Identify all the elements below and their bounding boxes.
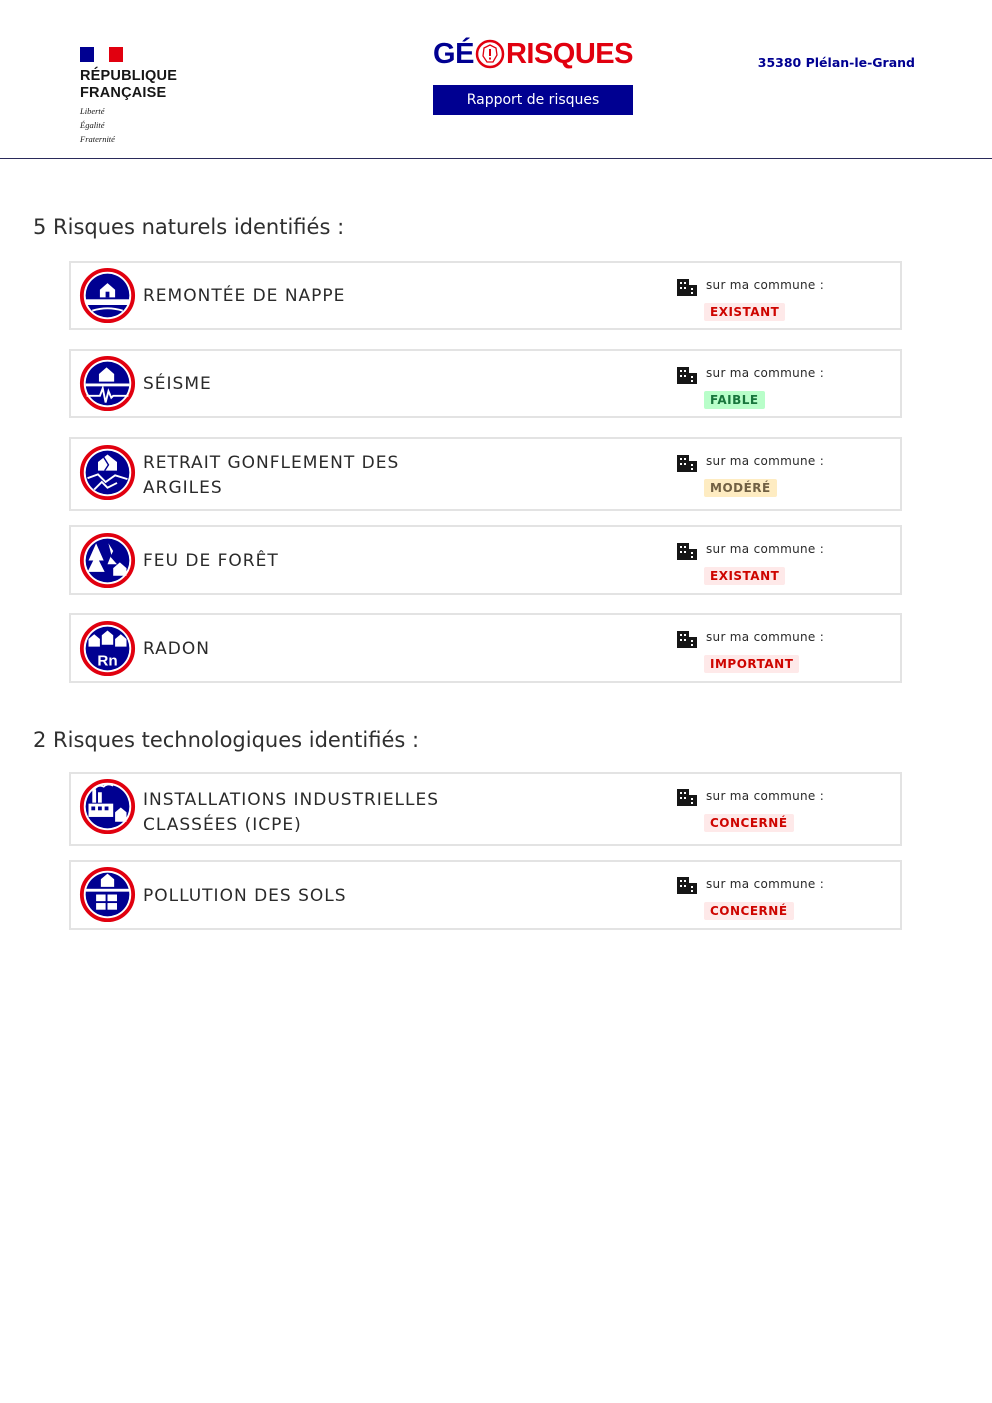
scope-label: sur ma commune : (706, 877, 825, 891)
risk-card-groundwater[interactable] (69, 261, 902, 330)
building-icon (676, 454, 698, 473)
motto-liberte: Liberté (80, 106, 105, 116)
scope-label: sur ma commune : (706, 542, 825, 556)
earthquake-icon (79, 355, 136, 412)
georisques-logo (433, 36, 633, 72)
status-badge: EXISTANT (704, 303, 785, 321)
soil-pollution-icon (79, 866, 136, 923)
commune-label: 35380 Plélan-le-Grand (757, 55, 915, 70)
motto-fraternite: Fraternité (80, 134, 115, 144)
radon-icon (79, 620, 136, 677)
page-header (0, 0, 992, 159)
risk-name: FEU DE FORÊT (143, 551, 279, 571)
risk-name-line1: INSTALLATIONS INDUSTRIELLES (143, 790, 440, 810)
status-badge: EXISTANT (704, 567, 785, 585)
building-icon (676, 542, 698, 561)
risk-name: REMONTÉE DE NAPPE (143, 286, 346, 306)
brand-right: RISQUES (505, 37, 633, 70)
industrial-installation-icon (79, 778, 136, 835)
building-icon (676, 630, 698, 649)
risk-name: SÉISME (143, 374, 212, 394)
french-flag-icon (80, 47, 123, 62)
natural-risks-title: 5 Risques naturels identifiés : (33, 215, 345, 239)
status-badge: MODÉRÉ (704, 479, 777, 497)
scope-label: sur ma commune : (706, 789, 825, 803)
risk-name: POLLUTION DES SOLS (143, 886, 347, 906)
clay-shrink-swell-icon (79, 444, 136, 501)
status-badge: CONCERNÉ (704, 902, 794, 920)
risk-card-soil-pollution[interactable] (69, 860, 902, 930)
status-badge: FAIBLE (704, 391, 765, 409)
tech-risks-title: 2 Risques technologiques identifiés : (33, 728, 420, 752)
risk-name-line2: CLASSÉES (ICPE) (143, 815, 302, 835)
motto-egalite: Égalité (80, 120, 105, 130)
brand-left: GÉ (433, 37, 474, 70)
risk-card-clay[interactable] (69, 437, 902, 511)
republic-line1: RÉPUBLIQUE (80, 68, 178, 84)
report-title-banner: Rapport de risques (433, 85, 633, 115)
republique-francaise-logo (80, 47, 177, 144)
svg-text:Rn: Rn (97, 652, 118, 670)
risk-card-forest-fire[interactable] (69, 525, 902, 595)
scope-label: sur ma commune : (706, 278, 825, 292)
scope-label: sur ma commune : (706, 366, 825, 380)
building-icon (676, 876, 698, 895)
risk-card-earthquake[interactable] (69, 349, 902, 418)
scope-label: sur ma commune : (706, 454, 825, 468)
scope-label: sur ma commune : (706, 630, 825, 644)
risk-name-line2: ARGILES (143, 478, 223, 498)
france-map-icon (475, 39, 505, 69)
building-icon (676, 278, 698, 297)
building-icon (676, 788, 698, 807)
forest-fire-icon (79, 532, 136, 589)
risk-name-line1: RETRAIT GONFLEMENT DES (143, 453, 400, 473)
building-icon (676, 366, 698, 385)
status-badge: IMPORTANT (704, 655, 799, 673)
republic-line2: FRANÇAISE (80, 85, 167, 101)
groundwater-icon (79, 267, 136, 324)
risk-card-radon[interactable] (69, 613, 902, 683)
status-badge: CONCERNÉ (704, 814, 794, 832)
risk-card-icpe[interactable] (69, 772, 902, 846)
risk-name: RADON (143, 639, 210, 659)
